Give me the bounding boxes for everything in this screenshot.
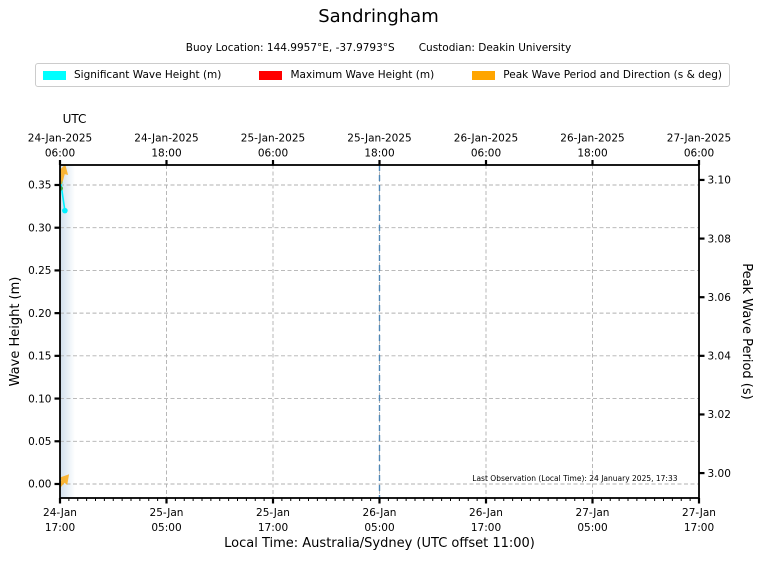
top-tick-label: 24-Jan-2025 — [134, 132, 199, 145]
bottom-tick-label: 27-Jan — [575, 507, 610, 519]
left-tick-label: 0.25 — [28, 265, 52, 278]
top-tick-label: 27-Jan-2025 — [666, 132, 732, 145]
page-title: Sandringham — [318, 6, 439, 27]
bottom-tick-label: 26-Jan — [469, 507, 503, 519]
right-tick-label: 3.08 — [707, 233, 731, 246]
legend-label: Peak Wave Period and Direction (s & deg) — [503, 69, 722, 81]
bottom-tick-label: 17:00 — [683, 522, 715, 534]
top-tick-label: 06:00 — [683, 147, 715, 160]
top-tick-label: 26-Jan-2025 — [453, 132, 519, 145]
right-tick-label: 3.10 — [707, 174, 731, 187]
left-tick-label: 0.15 — [28, 350, 52, 363]
legend-label: Significant Wave Height (m) — [74, 69, 222, 81]
left-tick-label: 0.35 — [28, 179, 52, 192]
left-tick-label: 0.30 — [28, 222, 52, 235]
bottom-tick-label: 17:00 — [257, 522, 289, 534]
bottom-tick-label: 27-Jan — [682, 507, 716, 519]
bottom-tick-label: 17:00 — [470, 522, 502, 534]
legend-label: Maximum Wave Height (m) — [290, 69, 435, 81]
left-tick-label: 0.20 — [28, 307, 52, 320]
top-tick-label: 18:00 — [577, 147, 608, 160]
bottom-tick-label: 24-Jan — [43, 507, 77, 519]
right-tick-label: 3.04 — [707, 350, 731, 363]
custodian-text: Custodian: Deakin University — [418, 42, 572, 54]
top-tick-label: 18:00 — [364, 147, 395, 160]
significant-wave-height-marker — [62, 208, 68, 214]
observed-band — [60, 165, 75, 498]
bottom-tick-label: 05:00 — [364, 522, 395, 534]
buoy-location-text: Buoy Location: 144.9957°E, -37.9793°S — [185, 42, 395, 54]
bottom-tick-label: 05:00 — [577, 522, 608, 534]
top-tick-label: 25-Jan-2025 — [240, 132, 306, 145]
right-tick-label: 3.00 — [707, 467, 731, 480]
left-axis-label: Wave Height (m) — [8, 276, 23, 387]
right-tick-label: 3.06 — [707, 291, 731, 304]
bottom-tick-label: 25-Jan — [256, 507, 290, 519]
top-tick-label: 06:00 — [257, 147, 289, 160]
bottom-tick-label: 05:00 — [151, 522, 182, 534]
grid-layer — [60, 165, 699, 498]
top-tick-label: 06:00 — [470, 147, 502, 160]
right-tick-label: 3.02 — [707, 409, 731, 422]
left-tick-label: 0.05 — [28, 435, 52, 448]
top-tick-label: 24-Jan-2025 — [27, 132, 93, 145]
left-tick-label: 0.00 — [28, 478, 52, 491]
top-tick-label: 26-Jan-2025 — [560, 132, 625, 145]
top-tick-label: 18:00 — [151, 147, 182, 160]
last-observation-annotation: Last Observation (Local Time): 24 January 2025, 17:33 — [472, 474, 678, 483]
top-tick-label: 25-Jan-2025 — [347, 132, 412, 145]
right-axis-label: Peak Wave Period (s) — [739, 263, 754, 400]
top-tick-label: 06:00 — [44, 147, 76, 160]
left-tick-label: 0.10 — [28, 393, 52, 406]
bottom-tick-label: 17:00 — [44, 522, 76, 534]
bottom-tick-label: 25-Jan — [149, 507, 184, 519]
bottom-tick-label: 26-Jan — [362, 507, 397, 519]
bottom-axis-label: Local Time: Australia/Sydney (UTC offset 11:00) — [224, 536, 535, 551]
top-axis-title: UTC — [62, 112, 87, 126]
